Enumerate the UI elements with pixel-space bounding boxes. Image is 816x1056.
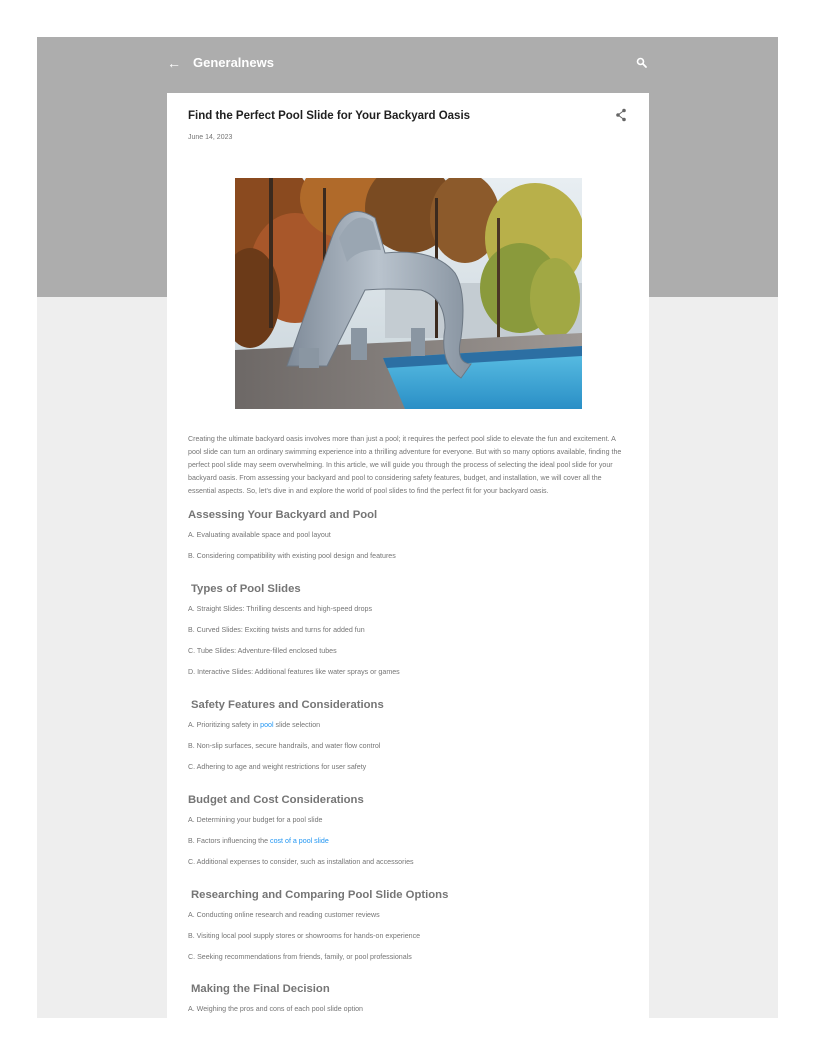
post-title: Find the Perfect Pool Slide for Your Backyard Oasis: [188, 110, 471, 122]
list-item: B. Curved Slides: Exciting twists and turns for added fun: [188, 625, 365, 634]
back-button[interactable]: [165, 53, 183, 73]
list-item: A. Straight Slides: Thrilling descents and high-speed drops: [188, 604, 373, 613]
site-name[interactable]: Generalnews: [193, 55, 274, 70]
share-icon: [614, 107, 628, 123]
list-item: C. Adhering to age and weight restrictions for user safety: [188, 763, 367, 772]
page-canvas: [37, 37, 778, 1018]
list-item: B. Considering compatibility with existing pool design and features: [188, 552, 396, 561]
post-body: [188, 433, 630, 1018]
list-item: C. Seeking recommendations from friends, family, or pool professionals: [188, 953, 412, 962]
list-item-text: B. Factors influencing the: [188, 836, 271, 845]
post-date: June 14, 2023: [188, 134, 233, 141]
search-icon: [634, 55, 650, 71]
list-item: A. Conducting online research and reading customer reviews: [188, 910, 380, 919]
section-heading: Assessing Your Backyard and Pool: [188, 509, 378, 521]
list-item: D. Interactive Slides: Additional features like water sprays or games: [188, 668, 400, 677]
section-heading: Budget and Cost Considerations: [188, 793, 364, 806]
list-item: [188, 719, 630, 740]
post-card: [167, 93, 649, 1018]
section-heading: Making the Final Decision: [191, 983, 330, 996]
cost-of-pool-slide-link[interactable]: cost of a pool slide: [270, 836, 329, 845]
list-item: B. Visiting local pool supply stores or showrooms for hands-on experience: [188, 931, 421, 940]
share-button[interactable]: [614, 107, 628, 123]
intro-paragraph: Creating the ultimate backyard oasis involves more than just a pool; it requires the perfect pool slide to elevate the fun and excitement. A pool slide can turn an ordinary swimming experience into a thrilling adventure for everyone. But with so many options available, finding the perfect pool slide may seem overwhelming. In this article, we will guide you through the process of selecting the ideal pool slide for your backyard oasis. From assessing your backyard and pool to considering safety features, budget, and installation, we will cover all the essential aspects. So, let's dive in and explore the world of pool slides to find the perfect fit for your backyard oasis.: [188, 435, 622, 495]
list-item: B. Non-slip surfaces, secure handrails, and water flow control: [188, 742, 381, 751]
section-heading: Types of Pool Slides: [191, 582, 301, 595]
pool-slide-photo: [235, 178, 582, 409]
list-item-text: A. Prioritizing safety in: [188, 720, 261, 729]
site-header: [37, 37, 778, 93]
list-item: A. Weighing the pros and cons of each pool slide option: [188, 1005, 363, 1014]
list-item: C. Additional expenses to consider, such as installation and accessories: [188, 858, 414, 867]
pool-link[interactable]: pool: [260, 720, 274, 729]
list-item: A. Determining your budget for a pool slide: [188, 815, 323, 824]
list-item: [188, 835, 630, 856]
section-heading: Researching and Comparing Pool Slide Options: [191, 888, 449, 901]
arrow-left-icon: ←: [167, 55, 181, 71]
list-item: A. Evaluating available space and pool layout: [188, 531, 331, 539]
section-heading: Safety Features and Considerations: [191, 698, 384, 711]
list-item-text: slide selection: [273, 720, 321, 729]
list-item: C. Tube Slides: Adventure-filled enclosed tubes: [188, 647, 337, 656]
search-button[interactable]: [634, 55, 650, 71]
